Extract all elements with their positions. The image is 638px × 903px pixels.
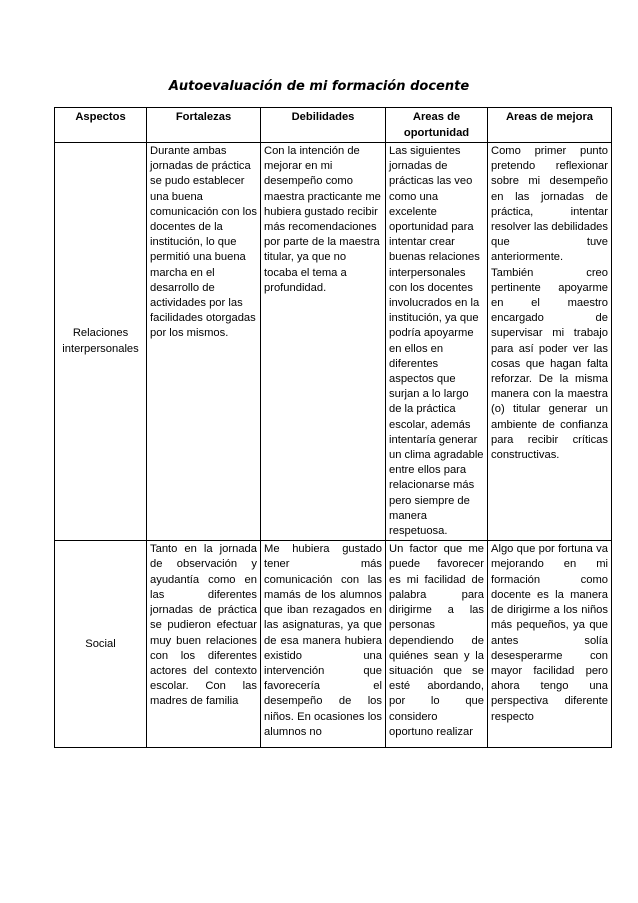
header-fortalezas: Fortalezas (147, 108, 261, 143)
debilidades-cell (261, 541, 386, 748)
oportunidad-text: Un factor que me puede favorecer es mi facilidad de palabra para dirigirme a las personas dependiendo de quiénes sean y la situación que se esté abordando, por lo que considero oportuno realizar (389, 543, 484, 738)
fortalezas-cell (147, 541, 261, 748)
self-evaluation-table (54, 107, 612, 748)
header-aspectos: Aspectos (55, 108, 147, 143)
oportunidad-cell (386, 541, 488, 748)
oportunidad-cell: Las siguientes jornadas de prácticas las veo como una excelente oportunidad para intentar crear buenas relaciones interpersonales con los docentes involucrados en la institución, ya que podría apoyarme en ellos en diferentes aspectos que surjan a lo largo de la práctica escolar, además intentaría generar un clima agradable entre ellos para relacionarse más pero siempre de manera respetuosa. (386, 143, 488, 541)
fortalezas-cell: Durante ambas jornadas de práctica se pudo establecer una buena comunicación con los docentes de la institución, lo que permitió una buena marcha en el desarrollo de actividades por las facilidades otorgadas por los mismos. (147, 143, 261, 541)
aspect-cell: Relaciones interpersonales (55, 143, 147, 541)
mejora-cell: Como primer punto pretendo reflexionar sobre mi desempeño en las jornadas de práctica, intentar resolver las debilidades que tuve anteriormente. También creo pertinente apoyarme en el maestro encargado de supervisar mi trabajo para así poder ver las cosas que hagan falta reforzar. De la misma manera con la maestra (o) titular generar un ambiente de confianza para recibir críticas constructivas. (488, 143, 612, 541)
header-debilidades: Debilidades (261, 108, 386, 143)
header-areas-oportunidad: Areas de oportunidad (386, 108, 488, 143)
table-header-row (55, 108, 612, 143)
mejora-text: Algo que por fortuna va mejorando en mi formación como docente es la manera de dirigirme a los niños más pequeños, ya que antes solía desesperarme con mayor facilidad pero ahora tengo una perspectiva diferente respecto (491, 543, 608, 723)
table-row (55, 143, 612, 541)
mejora-cell (488, 541, 612, 748)
table-row (55, 541, 612, 748)
debilidades-cell: Con la intención de mejorar en mi desempeño como maestra practicante me hubiera gustado recibir más recomendaciones por parte de la maestra titular, ya que no tocaba el tema a profundidad. (261, 143, 386, 541)
aspect-cell: Social (55, 541, 147, 748)
header-areas-mejora: Areas de mejora (488, 108, 612, 143)
debilidades-text: Me hubiera gustado tener más comunicación con las mamás de los alumnos que iban rezagados en las asignaturas, ya que de esa manera hubiera existido una intervención que favorecería el desempeño de los niños. En ocasiones los alumnos no (264, 543, 382, 738)
page-title: Autoevaluación de mi formación docente (168, 79, 470, 94)
fortalezas-text: Tanto en la jornada de observación y ayudantía como en las diferentes jornadas de práctica se pudieron efectuar muy buen relaciones con los diferentes actores del contexto escolar. Con las madres de familia (150, 543, 257, 708)
